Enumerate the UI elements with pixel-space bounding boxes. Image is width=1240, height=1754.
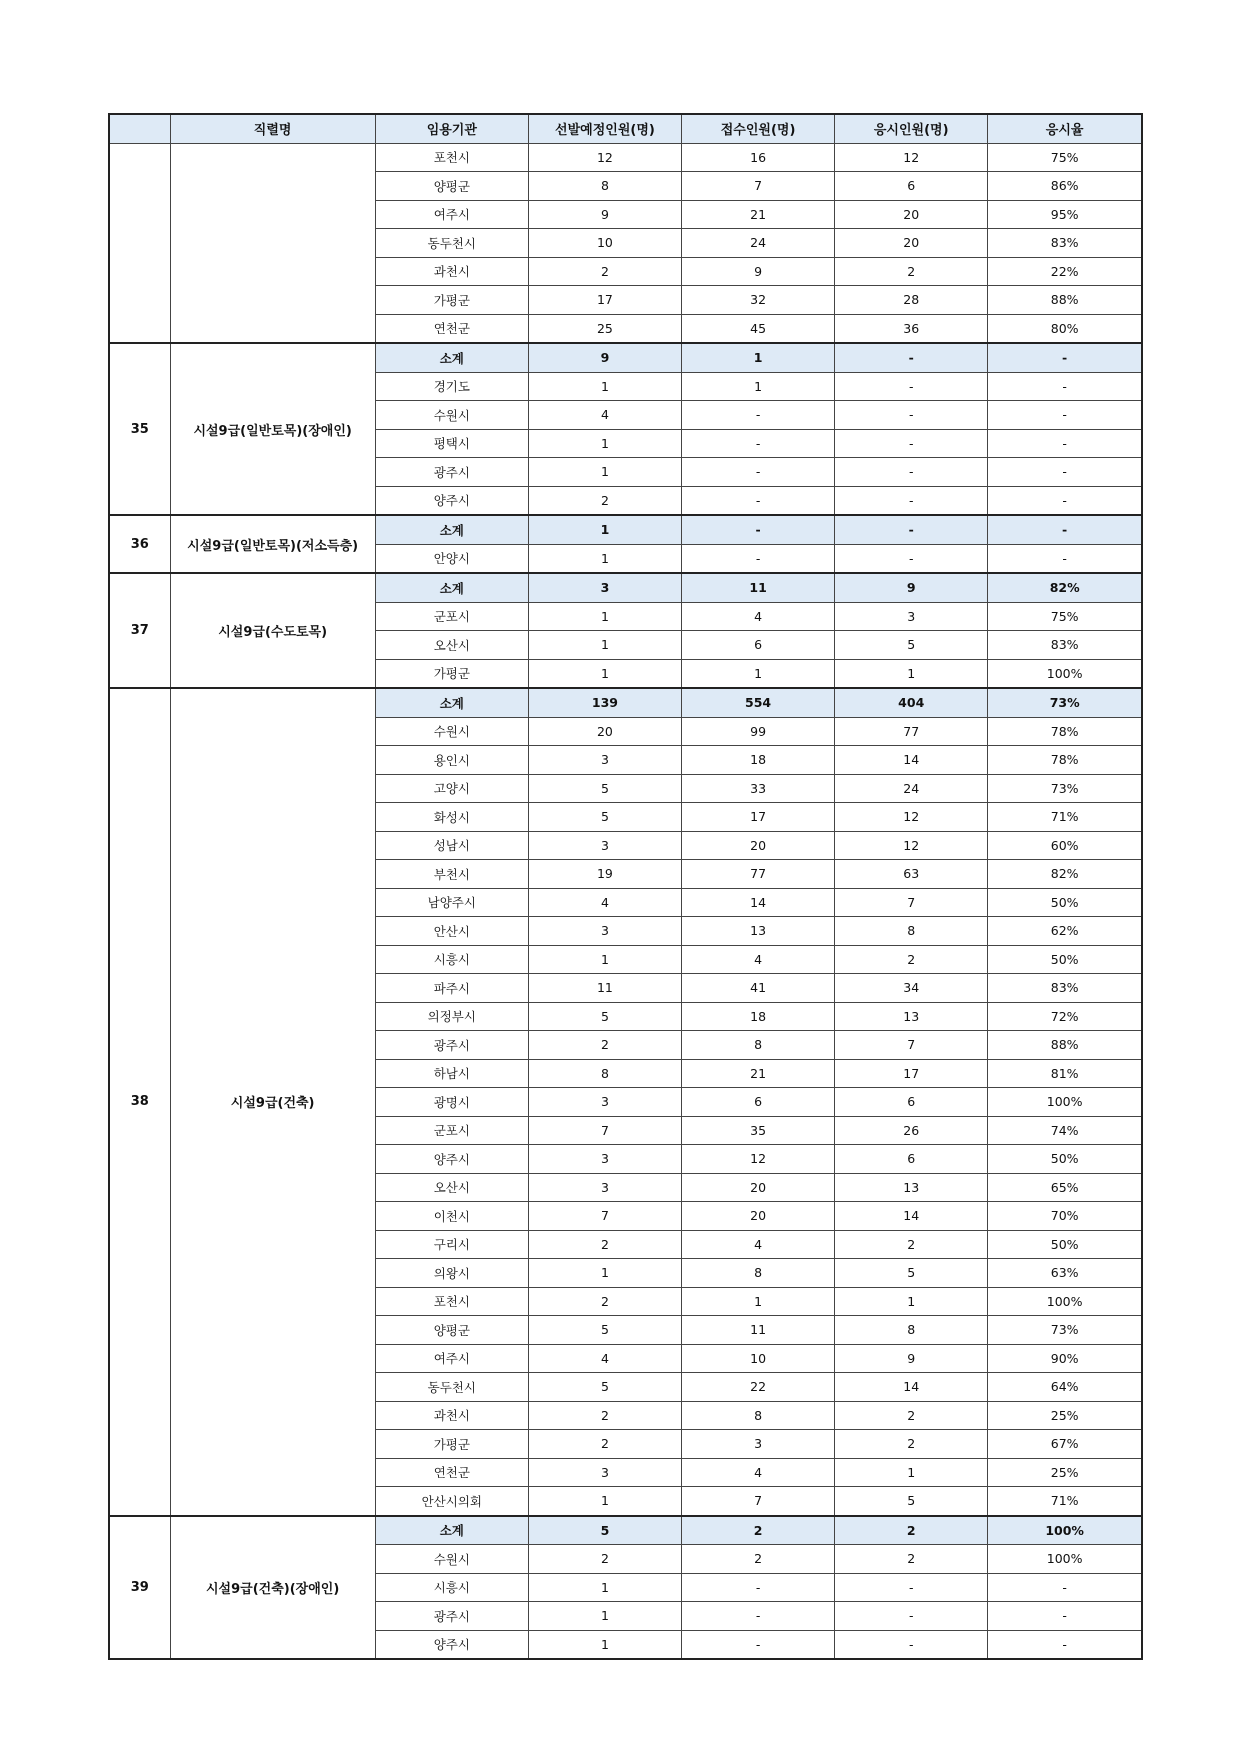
header-number (109, 114, 170, 143)
rate-cell: 25% (988, 1458, 1142, 1487)
attended-cell: - (835, 343, 988, 372)
group-job-series: 시설9급(일반토목)(장애인) (170, 343, 375, 515)
applied-cell: 41 (682, 974, 835, 1003)
planned-cell: 3 (528, 1145, 681, 1174)
planned-cell: 9 (528, 343, 681, 372)
applied-cell: 20 (682, 831, 835, 860)
attended-cell: 2 (835, 1230, 988, 1259)
subtotal-row (109, 343, 1142, 372)
job-group (109, 343, 1142, 515)
planned-cell: 1 (528, 429, 681, 458)
planned-cell: 19 (528, 860, 681, 889)
planned-cell: 7 (528, 1116, 681, 1145)
attended-cell: 1 (835, 1458, 988, 1487)
agency-cell: 의정부시 (375, 1002, 528, 1031)
rate-cell: 83% (988, 631, 1142, 660)
planned-cell: 17 (528, 286, 681, 315)
agency-cell: 의왕시 (375, 1259, 528, 1288)
rate-cell: 95% (988, 200, 1142, 229)
agency-cell: 군포시 (375, 1116, 528, 1145)
attended-cell: 2 (835, 1545, 988, 1574)
applied-cell: 45 (682, 314, 835, 343)
planned-cell: 2 (528, 486, 681, 515)
applied-cell: 6 (682, 1088, 835, 1117)
rate-cell: 73% (988, 688, 1142, 717)
exam-statistics-table (108, 113, 1143, 1660)
planned-cell: 5 (528, 1373, 681, 1402)
agency-cell: 오산시 (375, 1173, 528, 1202)
applied-cell: 554 (682, 688, 835, 717)
rate-cell: 83% (988, 229, 1142, 258)
planned-cell: 20 (528, 717, 681, 746)
agency-cell: 양주시 (375, 486, 528, 515)
applied-cell: - (682, 1630, 835, 1659)
attended-cell: - (835, 401, 988, 430)
agency-cell: 화성시 (375, 803, 528, 832)
planned-cell: 2 (528, 1287, 681, 1316)
attended-cell: 7 (835, 1031, 988, 1060)
agency-cell: 고양시 (375, 774, 528, 803)
planned-cell: 2 (528, 1545, 681, 1574)
agency-cell: 시흥시 (375, 945, 528, 974)
planned-cell: 2 (528, 1031, 681, 1060)
applied-cell: 13 (682, 917, 835, 946)
attended-cell: 9 (835, 573, 988, 602)
rate-cell: - (988, 343, 1142, 372)
applied-cell: 32 (682, 286, 835, 315)
group-number: 39 (109, 1516, 170, 1660)
subtotal-row (109, 573, 1142, 602)
rate-cell: - (988, 1573, 1142, 1602)
attended-cell: - (835, 429, 988, 458)
rate-cell: 100% (988, 1287, 1142, 1316)
planned-cell: 5 (528, 803, 681, 832)
planned-cell: 1 (528, 631, 681, 660)
applied-cell: 22 (682, 1373, 835, 1402)
rate-cell: 86% (988, 172, 1142, 201)
attended-cell: 26 (835, 1116, 988, 1145)
planned-cell: 7 (528, 1202, 681, 1231)
applied-cell: 14 (682, 888, 835, 917)
attended-cell: 63 (835, 860, 988, 889)
attended-cell: 2 (835, 1430, 988, 1459)
attended-cell: 5 (835, 631, 988, 660)
attended-cell: 36 (835, 314, 988, 343)
rate-cell: 75% (988, 602, 1142, 631)
rate-cell: - (988, 458, 1142, 487)
agency-cell: 수원시 (375, 717, 528, 746)
applied-cell: - (682, 401, 835, 430)
agency-cell: 남양주시 (375, 888, 528, 917)
attended-cell: 6 (835, 1145, 988, 1174)
rate-cell: 82% (988, 573, 1142, 602)
attended-cell: 5 (835, 1487, 988, 1516)
applied-cell: 20 (682, 1173, 835, 1202)
applied-cell: 1 (682, 1287, 835, 1316)
job-group (109, 515, 1142, 573)
attended-cell: 14 (835, 1202, 988, 1231)
applied-cell: 24 (682, 229, 835, 258)
applied-cell: 21 (682, 200, 835, 229)
group-number (109, 143, 170, 343)
applied-cell: 8 (682, 1031, 835, 1060)
attended-cell: - (835, 372, 988, 401)
planned-cell: 3 (528, 831, 681, 860)
applied-cell: 4 (682, 1230, 835, 1259)
header-applied: 접수인원(명) (682, 114, 835, 143)
group-number: 36 (109, 515, 170, 573)
agency-cell: 동두천시 (375, 1373, 528, 1402)
agency-cell: 하남시 (375, 1059, 528, 1088)
attended-cell: 17 (835, 1059, 988, 1088)
attended-cell: 9 (835, 1344, 988, 1373)
rate-cell: 88% (988, 286, 1142, 315)
applied-cell: - (682, 1602, 835, 1631)
rate-cell: 65% (988, 1173, 1142, 1202)
applied-cell: 12 (682, 1145, 835, 1174)
applied-cell: 77 (682, 860, 835, 889)
attended-cell: 34 (835, 974, 988, 1003)
attended-cell: - (835, 1602, 988, 1631)
applied-cell: 1 (682, 372, 835, 401)
rate-cell: 50% (988, 1230, 1142, 1259)
planned-cell: 9 (528, 200, 681, 229)
applied-cell: 7 (682, 172, 835, 201)
attended-cell: 1 (835, 659, 988, 688)
header-attended: 응시인원(명) (835, 114, 988, 143)
attended-cell: 7 (835, 888, 988, 917)
agency-cell: 평택시 (375, 429, 528, 458)
applied-cell: - (682, 486, 835, 515)
group-number: 38 (109, 688, 170, 1516)
planned-cell: 3 (528, 917, 681, 946)
applied-cell: 8 (682, 1401, 835, 1430)
applied-cell: 4 (682, 945, 835, 974)
rate-cell: - (988, 515, 1142, 544)
job-group (109, 143, 1142, 343)
planned-cell: 8 (528, 1059, 681, 1088)
rate-cell: - (988, 486, 1142, 515)
attended-cell: - (835, 515, 988, 544)
applied-cell: 3 (682, 1430, 835, 1459)
attended-cell: 13 (835, 1173, 988, 1202)
planned-cell: 4 (528, 401, 681, 430)
applied-cell: 17 (682, 803, 835, 832)
applied-cell: 1 (682, 659, 835, 688)
planned-cell: 11 (528, 974, 681, 1003)
planned-cell: 4 (528, 1344, 681, 1373)
agency-cell: 양주시 (375, 1145, 528, 1174)
group-job-series: 시설9급(건축) (170, 688, 375, 1516)
rate-cell: 75% (988, 143, 1142, 172)
rate-cell: 74% (988, 1116, 1142, 1145)
planned-cell: 2 (528, 1230, 681, 1259)
rate-cell: 81% (988, 1059, 1142, 1088)
applied-cell: - (682, 1573, 835, 1602)
attended-cell: 3 (835, 602, 988, 631)
attended-cell: 1 (835, 1287, 988, 1316)
applied-cell: - (682, 544, 835, 573)
rate-cell: 50% (988, 945, 1142, 974)
rate-cell: 50% (988, 888, 1142, 917)
rate-cell: 100% (988, 659, 1142, 688)
group-job-series: 시설9급(수도토목) (170, 573, 375, 688)
header-row (109, 114, 1142, 143)
applied-cell: 9 (682, 257, 835, 286)
agency-cell: 소계 (375, 1516, 528, 1545)
applied-cell: 2 (682, 1516, 835, 1545)
planned-cell: 5 (528, 774, 681, 803)
agency-cell: 소계 (375, 343, 528, 372)
applied-cell: - (682, 515, 835, 544)
attended-cell: - (835, 458, 988, 487)
planned-cell: 1 (528, 372, 681, 401)
planned-cell: 3 (528, 1088, 681, 1117)
planned-cell: 3 (528, 1458, 681, 1487)
agency-cell: 성남시 (375, 831, 528, 860)
attended-cell: - (835, 544, 988, 573)
rate-cell: 71% (988, 803, 1142, 832)
agency-cell: 구리시 (375, 1230, 528, 1259)
subtotal-row (109, 515, 1142, 544)
agency-cell: 양평군 (375, 1316, 528, 1345)
applied-cell: 11 (682, 573, 835, 602)
agency-cell: 연천군 (375, 314, 528, 343)
agency-cell: 소계 (375, 573, 528, 602)
agency-cell: 안산시의회 (375, 1487, 528, 1516)
rate-cell: 88% (988, 1031, 1142, 1060)
planned-cell: 1 (528, 544, 681, 573)
applied-cell: 21 (682, 1059, 835, 1088)
planned-cell: 2 (528, 257, 681, 286)
job-group (109, 573, 1142, 688)
applied-cell: 18 (682, 746, 835, 775)
applied-cell: 1 (682, 343, 835, 372)
group-number: 37 (109, 573, 170, 688)
applied-cell: 10 (682, 1344, 835, 1373)
attended-cell: - (835, 1573, 988, 1602)
attended-cell: 2 (835, 945, 988, 974)
applied-cell: 4 (682, 1458, 835, 1487)
applied-cell: 99 (682, 717, 835, 746)
rate-cell: 73% (988, 1316, 1142, 1345)
planned-cell: 1 (528, 1573, 681, 1602)
attended-cell: 12 (835, 831, 988, 860)
agency-cell: 오산시 (375, 631, 528, 660)
planned-cell: 1 (528, 1630, 681, 1659)
applied-cell: 6 (682, 631, 835, 660)
attended-cell: 12 (835, 143, 988, 172)
attended-cell: 20 (835, 200, 988, 229)
job-group (109, 1516, 1142, 1660)
agency-cell: 시흥시 (375, 1573, 528, 1602)
rate-cell: 50% (988, 1145, 1142, 1174)
group-job-series: 시설9급(일반토목)(저소득층) (170, 515, 375, 573)
rate-cell: - (988, 372, 1142, 401)
agency-cell: 포천시 (375, 1287, 528, 1316)
agency-cell: 광주시 (375, 1031, 528, 1060)
planned-cell: 4 (528, 888, 681, 917)
rate-cell: - (988, 544, 1142, 573)
applied-cell: 7 (682, 1487, 835, 1516)
attended-cell: 14 (835, 1373, 988, 1402)
header-planned: 선발예정인원(명) (528, 114, 681, 143)
agency-cell: 가평군 (375, 286, 528, 315)
agency-cell: 소계 (375, 515, 528, 544)
planned-cell: 8 (528, 172, 681, 201)
attended-cell: - (835, 1630, 988, 1659)
attended-cell: 13 (835, 1002, 988, 1031)
agency-cell: 부천시 (375, 860, 528, 889)
agency-cell: 과천시 (375, 1401, 528, 1430)
planned-cell: 3 (528, 1173, 681, 1202)
applied-cell: 33 (682, 774, 835, 803)
rate-cell: 63% (988, 1259, 1142, 1288)
attended-cell: 2 (835, 1516, 988, 1545)
agency-cell: 광주시 (375, 458, 528, 487)
applied-cell: - (682, 458, 835, 487)
rate-cell: 71% (988, 1487, 1142, 1516)
attended-cell: 24 (835, 774, 988, 803)
applied-cell: 11 (682, 1316, 835, 1345)
applied-cell: 8 (682, 1259, 835, 1288)
planned-cell: 2 (528, 1430, 681, 1459)
planned-cell: 5 (528, 1002, 681, 1031)
job-group (109, 688, 1142, 1516)
planned-cell: 5 (528, 1316, 681, 1345)
attended-cell: - (835, 486, 988, 515)
planned-cell: 12 (528, 143, 681, 172)
attended-cell: 12 (835, 803, 988, 832)
planned-cell: 1 (528, 515, 681, 544)
applied-cell: 35 (682, 1116, 835, 1145)
rate-cell: 100% (988, 1516, 1142, 1545)
agency-cell: 수원시 (375, 401, 528, 430)
planned-cell: 3 (528, 746, 681, 775)
agency-cell: 과천시 (375, 257, 528, 286)
attended-cell: 5 (835, 1259, 988, 1288)
rate-cell: 100% (988, 1088, 1142, 1117)
header-job-series: 직렬명 (170, 114, 375, 143)
rate-cell: 62% (988, 917, 1142, 946)
agency-cell: 포천시 (375, 143, 528, 172)
planned-cell: 2 (528, 1401, 681, 1430)
attended-cell: 77 (835, 717, 988, 746)
rate-cell: - (988, 1630, 1142, 1659)
attended-cell: 20 (835, 229, 988, 258)
agency-cell: 이천시 (375, 1202, 528, 1231)
applied-cell: 20 (682, 1202, 835, 1231)
planned-cell: 1 (528, 659, 681, 688)
planned-cell: 25 (528, 314, 681, 343)
agency-cell: 광명시 (375, 1088, 528, 1117)
planned-cell: 1 (528, 945, 681, 974)
subtotal-row (109, 688, 1142, 717)
agency-cell: 동두천시 (375, 229, 528, 258)
planned-cell: 10 (528, 229, 681, 258)
attended-cell: 6 (835, 172, 988, 201)
attended-cell: 6 (835, 1088, 988, 1117)
header-agency: 임용기관 (375, 114, 528, 143)
rate-cell: 25% (988, 1401, 1142, 1430)
rate-cell: 100% (988, 1545, 1142, 1574)
planned-cell: 1 (528, 458, 681, 487)
applied-cell: - (682, 429, 835, 458)
agency-cell: 소계 (375, 688, 528, 717)
agency-cell: 안산시 (375, 917, 528, 946)
attended-cell: 2 (835, 257, 988, 286)
rate-cell: 67% (988, 1430, 1142, 1459)
rate-cell: 78% (988, 717, 1142, 746)
table-row (109, 143, 1142, 172)
rate-cell: 64% (988, 1373, 1142, 1402)
applied-cell: 16 (682, 143, 835, 172)
agency-cell: 경기도 (375, 372, 528, 401)
group-job-series (170, 143, 375, 343)
agency-cell: 안양시 (375, 544, 528, 573)
applied-cell: 2 (682, 1545, 835, 1574)
group-number: 35 (109, 343, 170, 515)
agency-cell: 광주시 (375, 1602, 528, 1631)
agency-cell: 수원시 (375, 1545, 528, 1574)
planned-cell: 5 (528, 1516, 681, 1545)
agency-cell: 가평군 (375, 659, 528, 688)
agency-cell: 여주시 (375, 1344, 528, 1373)
agency-cell: 양주시 (375, 1630, 528, 1659)
rate-cell: 90% (988, 1344, 1142, 1373)
attended-cell: 8 (835, 917, 988, 946)
rate-cell: - (988, 1602, 1142, 1631)
rate-cell: - (988, 429, 1142, 458)
agency-cell: 가평군 (375, 1430, 528, 1459)
header-rate: 응시율 (988, 114, 1142, 143)
applied-cell: 18 (682, 1002, 835, 1031)
rate-cell: 60% (988, 831, 1142, 860)
rate-cell: 78% (988, 746, 1142, 775)
attended-cell: 28 (835, 286, 988, 315)
rate-cell: 83% (988, 974, 1142, 1003)
agency-cell: 파주시 (375, 974, 528, 1003)
subtotal-row (109, 1516, 1142, 1545)
attended-cell: 14 (835, 746, 988, 775)
planned-cell: 1 (528, 602, 681, 631)
agency-cell: 용인시 (375, 746, 528, 775)
rate-cell: - (988, 401, 1142, 430)
attended-cell: 8 (835, 1316, 988, 1345)
planned-cell: 1 (528, 1487, 681, 1516)
agency-cell: 군포시 (375, 602, 528, 631)
rate-cell: 72% (988, 1002, 1142, 1031)
planned-cell: 139 (528, 688, 681, 717)
planned-cell: 1 (528, 1259, 681, 1288)
planned-cell: 1 (528, 1602, 681, 1631)
rate-cell: 80% (988, 314, 1142, 343)
group-job-series: 시설9급(건축)(장애인) (170, 1516, 375, 1660)
rate-cell: 70% (988, 1202, 1142, 1231)
rate-cell: 22% (988, 257, 1142, 286)
attended-cell: 2 (835, 1401, 988, 1430)
rate-cell: 82% (988, 860, 1142, 889)
rate-cell: 73% (988, 774, 1142, 803)
agency-cell: 양평군 (375, 172, 528, 201)
agency-cell: 연천군 (375, 1458, 528, 1487)
attended-cell: 404 (835, 688, 988, 717)
agency-cell: 여주시 (375, 200, 528, 229)
planned-cell: 3 (528, 573, 681, 602)
applied-cell: 4 (682, 602, 835, 631)
